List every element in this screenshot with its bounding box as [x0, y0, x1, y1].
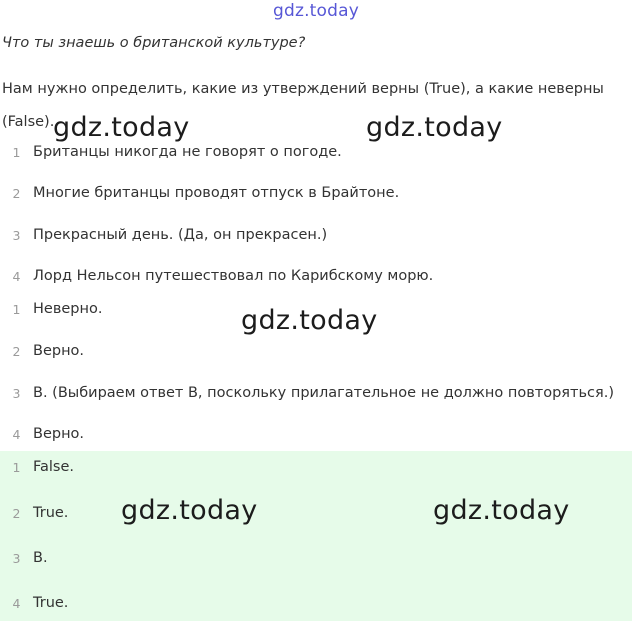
intro-text: Нам нужно определить, какие из утверждений верны (True), а какие неверны (False). — [2, 81, 604, 130]
item-number: 2 — [12, 505, 21, 521]
site-logo: gdz.today — [272, 1, 360, 21]
item-number: 4 — [12, 595, 21, 611]
statement-item — [0, 223, 327, 247]
item-number: 3 — [12, 227, 21, 243]
statement-text: Многие британцы проводят отпуск в Брайтоне. — [33, 185, 400, 201]
watermark: gdz.today — [53, 112, 190, 143]
answer-item — [0, 591, 68, 615]
explanation-text: B. (Выбираем ответ B, поскольку прилагательное не должно повторяться.) — [33, 385, 614, 401]
watermark: gdz.today — [241, 305, 378, 336]
item-number: 4 — [12, 426, 21, 442]
answer-text: True. — [33, 595, 69, 611]
item-number: 3 — [12, 550, 21, 566]
answer-text: B. — [33, 550, 48, 566]
answer-item — [0, 546, 48, 570]
explanation-item — [0, 297, 102, 321]
statement-text: Британцы никогда не говорят о погоде. — [33, 144, 342, 160]
item-number: 4 — [12, 268, 21, 284]
statement-item — [0, 181, 399, 205]
item-number: 1 — [12, 301, 21, 317]
explanation-text: Неверно. — [33, 301, 103, 317]
item-number: 3 — [12, 385, 21, 401]
explanation-item — [0, 422, 84, 446]
statement-item — [0, 140, 342, 164]
statement-item — [0, 264, 433, 288]
item-number: 2 — [12, 343, 21, 359]
watermark: gdz.today — [121, 495, 258, 526]
explanation-text: Верно. — [33, 426, 85, 442]
watermark: gdz.today — [366, 112, 503, 143]
answer-box — [0, 451, 632, 621]
explanation-item — [0, 339, 84, 363]
item-number: 1 — [12, 144, 21, 160]
answer-text: True. — [33, 505, 69, 521]
statement-text: Лорд Нельсон путешествовал по Карибскому морю. — [33, 268, 434, 284]
question-title: Что ты знаешь о британской культуре? — [2, 35, 306, 51]
watermark: gdz.today — [433, 495, 570, 526]
item-number: 2 — [12, 185, 21, 201]
item-number: 1 — [12, 459, 21, 475]
statement-text: Прекрасный день. (Да, он прекрасен.) — [33, 227, 328, 243]
explanation-text: Верно. — [33, 343, 85, 359]
answer-text: False. — [33, 459, 75, 475]
answer-item — [0, 501, 68, 525]
answer-item — [0, 455, 74, 479]
explanation-item — [0, 381, 614, 405]
